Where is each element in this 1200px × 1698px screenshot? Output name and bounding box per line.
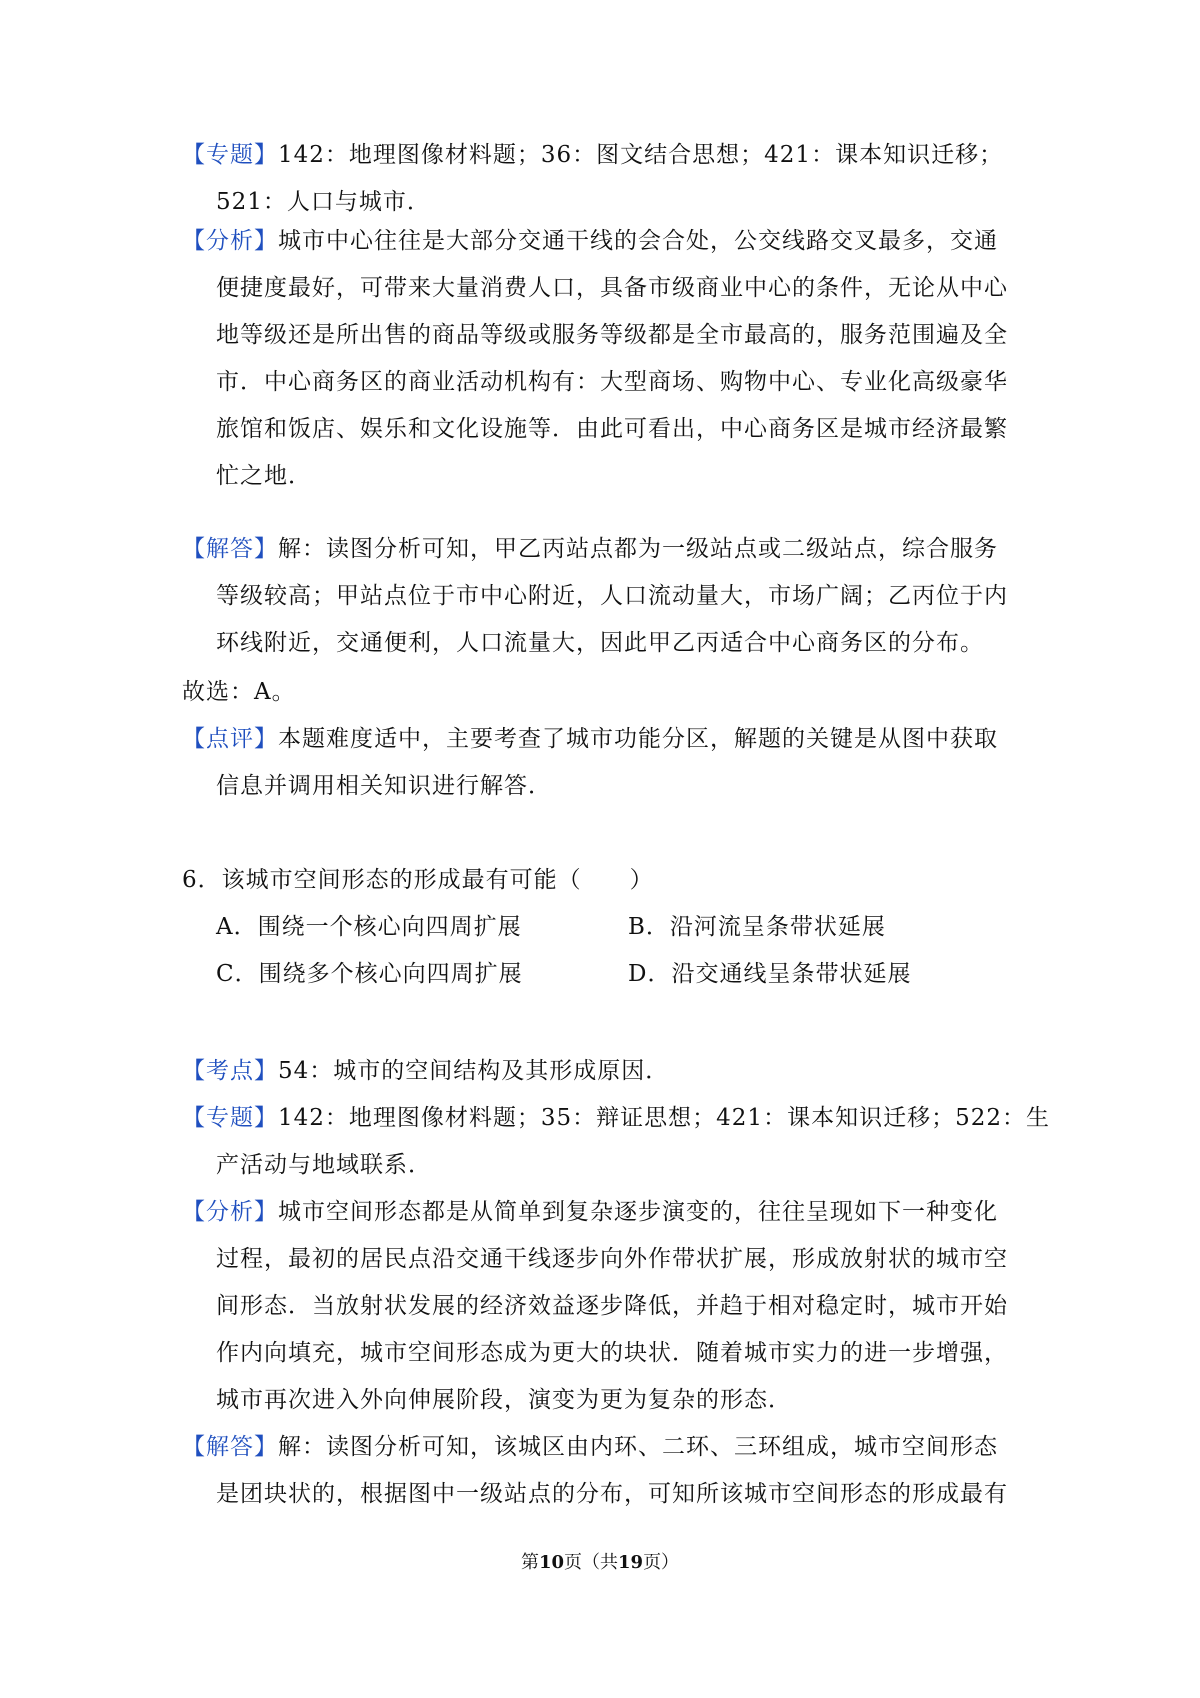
kaodian-line: 54：城市的空间结构及其形成原因．: [278, 1058, 670, 1084]
footer-middle: 页（共: [564, 1552, 618, 1573]
zhuanti-line: 产活动与地域联系．: [216, 1152, 432, 1178]
footer-prefix: 第: [520, 1552, 539, 1573]
jieda-tag: 【解答】: [182, 536, 278, 562]
fenxi-line: 地等级还是所出售的商品等级或服务等级都是全市最高的，服务范围遍及全: [216, 322, 1008, 348]
zhuanti-tag: 【专题】: [182, 142, 278, 168]
fenxi-line: 便捷度最好，可带来大量消费人口，具备市级商业中心的条件，无论从中心: [216, 275, 1008, 301]
fenxi-line: 城市空间形态都是从简单到复杂逐步演变的，往往呈现如下一种变化: [278, 1199, 998, 1225]
jieda-line: 是团块状的，根据图中一级站点的分布，可知所该城市空间形态的形成最有: [216, 1481, 1008, 1507]
fenxi-line: 市．中心商务区的商业活动机构有：大型商场、购物中心、专业化高级豪华: [216, 369, 1008, 395]
answer-choice: [182, 669, 1042, 716]
option-c: C．围绕多个核心向四周扩展: [216, 961, 523, 987]
jieda-line: 环线附近，交通便利，人口流量大，因此甲乙丙适合中心商务区的分布。: [216, 630, 984, 656]
footer-page-number: 10: [538, 1552, 564, 1573]
page-footer: [0, 1548, 1200, 1574]
fenxi-tag: 【分析】: [182, 1199, 278, 1225]
fenxi-line: 作内向填充，城市空间形态成为更大的块状．随着城市实力的进一步增强，: [216, 1340, 1008, 1366]
fenxi-tag: 【分析】: [182, 228, 278, 254]
fenxi-line: 过程，最初的居民点沿交通干线逐步向外作带状扩展，形成放射状的城市空: [216, 1246, 1008, 1272]
zhuanti-line: 521：人口与城市．: [216, 189, 431, 215]
fenxi-line: 城市中心往往是大部分交通干线的会合处，公交线路交叉最多，交通: [278, 228, 998, 254]
dianping-tag: 【点评】: [182, 726, 278, 752]
dianping-block: [182, 716, 1042, 810]
question-6: [182, 857, 1042, 904]
fenxi-block-1: [182, 218, 1042, 500]
jieda-block-2: [182, 1424, 1042, 1518]
fenxi-line: 忙之地．: [216, 463, 312, 489]
option-d: D．沿交通线呈条带状延展: [628, 961, 912, 987]
footer-total-pages: 19: [618, 1552, 644, 1573]
zhuanti-block-1: [182, 132, 1042, 226]
question-stem: 6．该城市空间形态的形成最有可能（ ）: [182, 867, 654, 893]
zhuanti-line: 142：地理图像材料题；35：辩证思想；421：课本知识迁移；522：生: [278, 1105, 1050, 1131]
fenxi-line: 间形态．当放射状发展的经济效益逐步降低，并趋于相对稳定时，城市开始: [216, 1293, 1008, 1319]
jieda-line: 等级较高；甲站点位于市中心附近，人口流动量大，市场广阔；乙丙位于内: [216, 583, 1008, 609]
answer-choice-text: 故选：A。: [182, 679, 296, 705]
dianping-line: 信息并调用相关知识进行解答．: [216, 773, 552, 799]
jieda-block-1: [182, 526, 1042, 667]
fenxi-line: 旅馆和饭店、娱乐和文化设施等．由此可看出，中心商务区是城市经济最繁: [216, 416, 1008, 442]
footer-suffix: 页）: [643, 1552, 680, 1573]
dianping-line: 本题难度适中，主要考查了城市功能分区，解题的关键是从图中获取: [278, 726, 998, 752]
kaodian-block: [182, 1048, 1042, 1095]
jieda-line: 解：读图分析可知，该城区由内环、二环、三环组成，城市空间形态: [278, 1434, 998, 1460]
zhuanti-block-2: [182, 1095, 1050, 1189]
jieda-tag: 【解答】: [182, 1434, 278, 1460]
kaodian-tag: 【考点】: [182, 1058, 278, 1084]
zhuanti-tag: 【专题】: [182, 1105, 278, 1131]
zhuanti-line: 142：地理图像材料题；36：图文结合思想；421：课本知识迁移；: [278, 142, 1004, 168]
fenxi-block-2: [182, 1189, 1042, 1424]
option-a: A．围绕一个核心向四周扩展: [216, 914, 522, 940]
jieda-line: 解：读图分析可知，甲乙丙站点都为一级站点或二级站点，综合服务: [278, 536, 998, 562]
fenxi-line: 城市再次进入外向伸展阶段，演变为更为复杂的形态．: [216, 1387, 792, 1413]
option-b: B．沿河流呈条带状延展: [628, 914, 886, 940]
